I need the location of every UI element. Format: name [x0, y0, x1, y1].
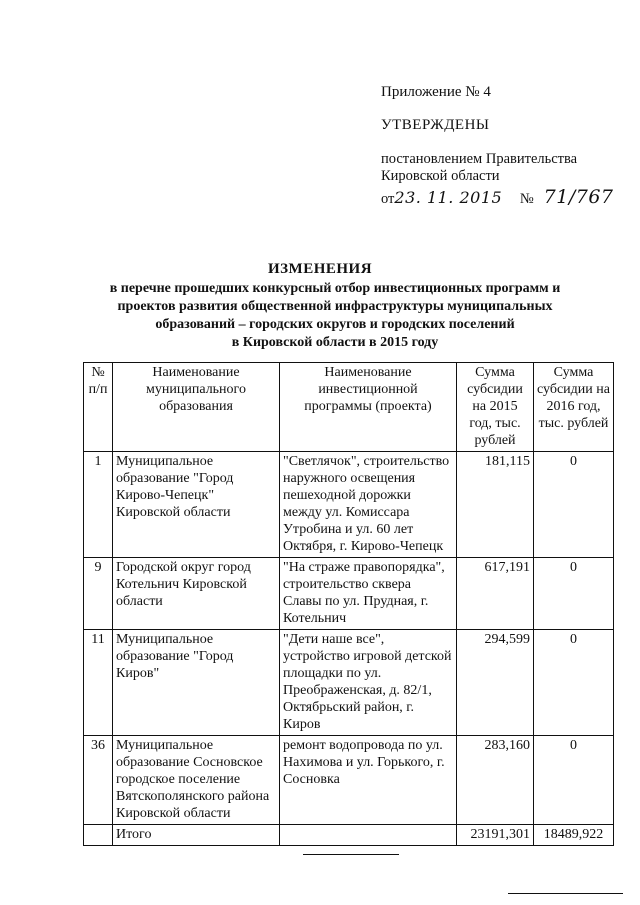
- appendix-number: Приложение № 4: [381, 84, 491, 100]
- row-number: 1: [84, 452, 113, 558]
- header-project: Наименование инвестиционной программы (проекта): [280, 363, 457, 452]
- subtitle-line: образований – городских округов и городских поселений: [155, 317, 515, 332]
- decree-date-number: [381, 186, 614, 208]
- sum-2016-cell: 0: [534, 736, 614, 825]
- municipality-cell: Муниципальное образование "Город Киров": [113, 630, 280, 736]
- municipality-cell: Муниципальное образование Сосновское городское поселение Вятскополянского района Кировской области: [113, 736, 280, 825]
- header-sum-2015: Сумма субсидии на 2015 год, тыс. рублей: [457, 363, 534, 452]
- row-number: 9: [84, 558, 113, 630]
- document-subtitle: [60, 280, 610, 352]
- project-cell: "Светлячок", строительство наружного освещения пешеходной дорожки между ул. Комиссара Утробина и ул. 60 лет Октября, г. Кирово-Чепецк: [280, 452, 457, 558]
- total-label: Итого: [113, 825, 280, 846]
- sum-2015-cell: 283,160: [457, 736, 534, 825]
- sum-2015-cell: 181,115: [457, 452, 534, 558]
- sum-2016-cell: 0: [534, 558, 614, 630]
- changes-table: [83, 362, 614, 846]
- table-row: [84, 736, 614, 825]
- decree-line-2: Кировской области: [381, 168, 500, 184]
- subtitle-line: проектов развития общественной инфраструктуры муниципальных: [117, 299, 553, 314]
- row-number: 11: [84, 630, 113, 736]
- project-cell: ремонт водопровода по ул. Нахимова и ул. Горького, г. Сосновка: [280, 736, 457, 825]
- project-cell: "На страже правопорядка", строительство сквера Славы по ул. Прудная, г. Котельнич: [280, 558, 457, 630]
- row-number: 36: [84, 736, 113, 825]
- table-row: [84, 452, 614, 558]
- project-cell: "Дети наше все", устройство игровой детской площадки по ул. Преображенская, д. 82/1, Октябрьский район, г. Киров: [280, 630, 457, 736]
- number-prefix: №: [519, 191, 534, 207]
- total-sum-2015: 23191,301: [457, 825, 534, 846]
- sum-2015-cell: 617,191: [457, 558, 534, 630]
- header-sum-2016: Сумма субсидии на 2016 год, тыс. рублей: [534, 363, 614, 452]
- total-sum-2016: 18489,922: [534, 825, 614, 846]
- table-row: [84, 630, 614, 736]
- total-empty-project: [280, 825, 457, 846]
- handwritten-date: 23. 11. 2015: [394, 188, 503, 207]
- sum-2016-cell: 0: [534, 452, 614, 558]
- decree-line-1: постановлением Правительства: [381, 151, 578, 167]
- sum-2015-cell: 294,599: [457, 630, 534, 736]
- table-total-row: [84, 825, 614, 846]
- total-empty-cell: [84, 825, 113, 846]
- approval-heading: УТВЕРЖДЕНЫ: [381, 117, 490, 133]
- decree-reference: [381, 151, 577, 185]
- subtitle-line: в Кировской области в 2015 году: [231, 335, 439, 350]
- footer-rule: [508, 893, 623, 894]
- header-number: № п/п: [84, 363, 113, 452]
- sum-2016-cell: 0: [534, 630, 614, 736]
- document-title: ИЗМЕНЕНИЯ: [267, 261, 373, 277]
- closing-rule: [303, 854, 399, 855]
- municipality-cell: Муниципальное образование "Город Кирово-Чепецк" Кировской области: [113, 452, 280, 558]
- date-prefix: от: [381, 191, 395, 207]
- table-row: [84, 558, 614, 630]
- handwritten-number: 71/767: [543, 186, 614, 208]
- header-municipality: Наименование муниципального образования: [113, 363, 280, 452]
- table-header-row: [84, 363, 614, 452]
- municipality-cell: Городской округ город Котельнич Кировской области: [113, 558, 280, 630]
- subtitle-line: в перечне прошедших конкурсный отбор инвестиционных программ и: [109, 281, 561, 296]
